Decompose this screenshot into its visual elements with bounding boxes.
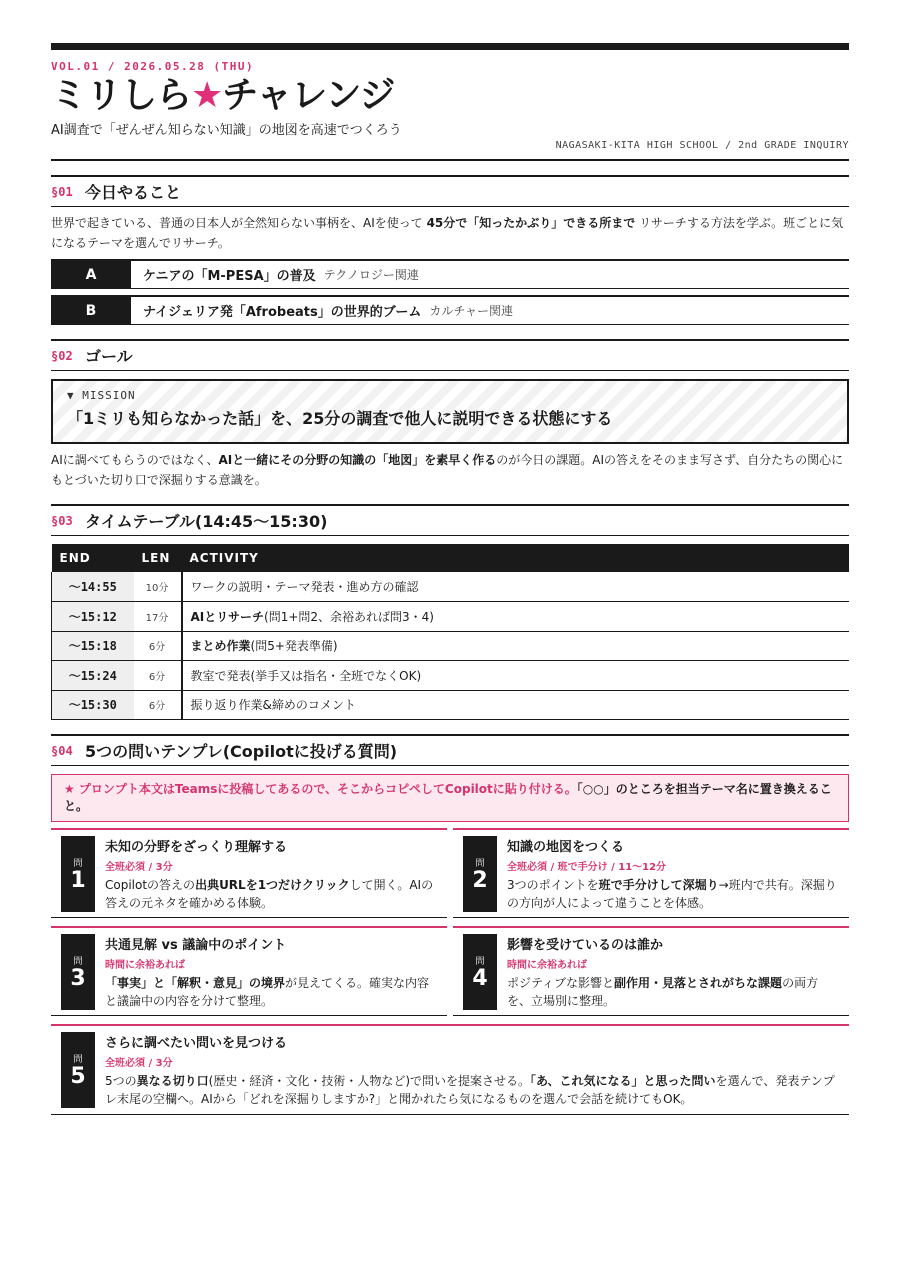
activity-text: ワークの説明・テーマ発表・進め方の確認: [190, 580, 419, 594]
length: 6分: [134, 690, 182, 720]
section-02-header: [51, 339, 849, 371]
text-span: 3つのポイントを: [507, 878, 599, 892]
question-label: 問: [73, 858, 83, 869]
table-row: [52, 661, 850, 691]
text-bold: 「事実」と「解釈・意見」の境界: [105, 976, 286, 990]
end-time: 〜14:55: [52, 572, 134, 602]
mission-label: ▼ MISSION: [67, 389, 136, 402]
section-01-text: [51, 213, 849, 253]
question-meta: 時間に余裕あれば: [105, 960, 185, 971]
question-body: [105, 1032, 839, 1108]
question-badge: [61, 934, 95, 1010]
star-icon: ★: [191, 75, 223, 116]
text-bold: 副作用・見落とされがちな課題: [614, 976, 783, 990]
question-number: 3: [70, 965, 86, 991]
section-number: §04: [51, 743, 73, 758]
theme-category: カルチャー関連: [429, 304, 514, 318]
section-number: §02: [51, 348, 73, 363]
length: 10分: [134, 572, 182, 602]
table-row: [52, 602, 850, 632]
section-number: §03: [51, 513, 73, 528]
section-title: タイムテーブル(14:45〜15:30): [85, 512, 328, 531]
activity: [182, 602, 850, 632]
question-card: [453, 828, 849, 918]
theme-text: [131, 261, 419, 288]
text-span: ポジティブな影響と: [507, 976, 615, 990]
question-body: [105, 934, 437, 1009]
question-badge: [463, 934, 497, 1010]
text-bold: 45分で「知ったかぶり」できる所まで: [426, 216, 636, 230]
theme-text: [131, 297, 513, 324]
prompt-notice: [51, 774, 849, 822]
question-title: 影響を受けているのは誰か: [507, 938, 664, 953]
question-meta: 全班必須 / 3分: [105, 1058, 173, 1069]
text-bold: 異なる切り口: [136, 1074, 209, 1088]
question-title: 未知の分野をざっくり理解する: [105, 840, 288, 855]
question-number: 1: [70, 867, 86, 893]
theme-letter: A: [51, 261, 131, 288]
text-span: →班内で共有。深掘りの方向が人によって違うことを体感。: [507, 878, 837, 910]
question-card: [453, 926, 849, 1016]
subtitle: AI調査で「ぜんぜん知らない知識」の地図を高速でつくろう: [51, 123, 402, 138]
question-meta: 全班必須 / 3分: [105, 862, 173, 873]
question-label: 問: [475, 956, 485, 967]
volume-date: VOL.01 / 2026.05.28 (THU): [51, 60, 255, 73]
question-label: 問: [73, 956, 83, 967]
text-span: が見えてくる。確実な内容と議論中の内容を分けて整理。: [105, 976, 430, 1008]
question-label: 問: [475, 858, 485, 869]
question-title: さらに調べたい問いを見つける: [105, 1036, 288, 1051]
question-body: [105, 836, 437, 911]
question-title: 知識の地図をつくる: [507, 840, 625, 855]
activity-text: 振り返り作業&締めのコメント: [190, 698, 356, 713]
question-text: [507, 876, 839, 912]
activity-text: 教室で発表(挙手又は指名・全班でなくOK): [190, 668, 422, 683]
worksheet: [51, 43, 849, 1123]
question-badge: [61, 1032, 95, 1108]
question-number: 5: [70, 1063, 86, 1089]
theme-b: [51, 295, 849, 325]
question-number: 4: [472, 965, 488, 991]
text-bold: 「あ、これ気になる」と思った問い: [530, 1074, 716, 1088]
page-title: [51, 75, 849, 117]
activity-bold: まとめ作業: [190, 639, 251, 654]
question-text: [105, 876, 437, 912]
activity-text: (問1+問2、余裕あれば問3・4): [264, 609, 434, 624]
section-title: 5つの問いテンプレ(Copilotに投げる質問): [85, 742, 398, 761]
length: 6分: [134, 631, 182, 661]
section-number: §01: [51, 184, 73, 199]
question-body: [507, 934, 839, 1009]
activity-text: (問5+発表準備): [250, 639, 338, 654]
question-text: [105, 1072, 839, 1108]
section-02-text: [51, 450, 849, 490]
question-card: [51, 926, 447, 1016]
question-card: [51, 828, 447, 918]
top-bar: [51, 43, 849, 50]
text-span: の両方を、立場別に整理。: [507, 976, 819, 1008]
question-grid: [51, 828, 849, 1123]
question-meta: 全班必須 / 班で手分け / 11〜12分: [507, 862, 667, 873]
activity-bold: AIとリサーチ: [190, 609, 265, 624]
section-04-header: [51, 734, 849, 766]
question-text: [507, 974, 839, 1010]
section-01-header: [51, 175, 849, 207]
section-03-header: [51, 504, 849, 536]
question-meta: 時間に余裕あれば: [507, 960, 587, 971]
text-span: リサーチする方法を学ぶ。班ごとに気になるテーマを選んでリサーチ。: [51, 216, 844, 250]
mission-text: 「1ミリも知らなかった話」を、25分の調査で他人に説明できる状態にする: [67, 409, 613, 428]
text-span: を選んで、発表テンプレ末尾の空欄へ。AIから「どれを深掘りしますか?」と聞かれたら気になるものを選んで会話を続けてもOK。: [105, 1074, 835, 1106]
activity: [182, 661, 850, 691]
text-span: 5つの: [105, 1074, 137, 1088]
timetable: [51, 544, 849, 720]
end-time: 〜15:24: [52, 661, 134, 691]
activity: [182, 690, 850, 720]
question-badge: [463, 836, 497, 912]
text-span: のが今日の課題。AIの答えをそのまま写さず、自分たちの関心にもとづいた切り口で深掘りする意識を。: [51, 453, 844, 487]
section-title: 今日やること: [85, 183, 182, 202]
question-title: 共通見解 vs 議論中のポイント: [105, 938, 287, 953]
question-text: [105, 974, 437, 1010]
question-number: 2: [472, 867, 488, 893]
text-span: AIに調べてもらうのではなく、: [51, 453, 219, 467]
question-card: [51, 1024, 849, 1115]
question-badge: [61, 836, 95, 912]
text-bold: 班で手分けして深堀り: [598, 878, 719, 892]
text-bold: 出典URLを1つだけクリック: [195, 878, 350, 892]
end-time: 〜15:12: [52, 602, 134, 632]
activity: [182, 572, 850, 602]
col-len: LEN: [134, 544, 182, 572]
theme-a: [51, 259, 849, 289]
length: 17分: [134, 602, 182, 632]
notice-highlight: ★ プロンプト本文はTeamsに投稿してあるので、そこからコピペしてCopilotに貼り付ける。: [64, 782, 577, 796]
title-part-a: ミリしら: [51, 75, 192, 116]
activity: [182, 631, 850, 661]
text-span: (歴史・経済・文化・技術・人物など)で問いを提案させる。: [208, 1074, 531, 1088]
text-bold: AIと一緒にその分野の知識の「地図」を素早く作る: [218, 453, 497, 467]
end-time: 〜15:30: [52, 690, 134, 720]
table-row: [52, 572, 850, 602]
length: 6分: [134, 661, 182, 691]
theme-letter: B: [51, 297, 131, 324]
question-label: 問: [73, 1054, 83, 1065]
col-activity: ACTIVITY: [182, 544, 850, 572]
text-span: Copilotの答えの: [105, 878, 196, 892]
title-part-b: チャレンジ: [222, 75, 395, 116]
school-name: NAGASAKI-KITA HIGH SCHOOL / 2nd GRADE INQUIRY: [555, 140, 849, 151]
section-title: ゴール: [85, 347, 133, 366]
theme-category: テクノロジー関連: [323, 268, 419, 282]
mission-box: [51, 379, 849, 444]
divider: [51, 159, 849, 161]
text-span: 世界で起きている、普通の日本人が全然知らない事柄を、AIを使って: [51, 216, 427, 230]
table-row: [52, 631, 850, 661]
theme-title: ケニアの「M-PESA」の普及: [143, 269, 316, 284]
col-end: END: [52, 544, 134, 572]
notice-text: 「○○」のところを担当テーマ名に置き換えること。: [64, 782, 832, 813]
text-span: して開く。AIの答えの元ネタを確かめる体験。: [105, 878, 434, 910]
theme-title: ナイジェリア発「Afrobeats」の世界的ブーム: [143, 305, 422, 320]
end-time: 〜15:18: [52, 631, 134, 661]
question-body: [507, 836, 839, 911]
table-row: [52, 690, 850, 720]
